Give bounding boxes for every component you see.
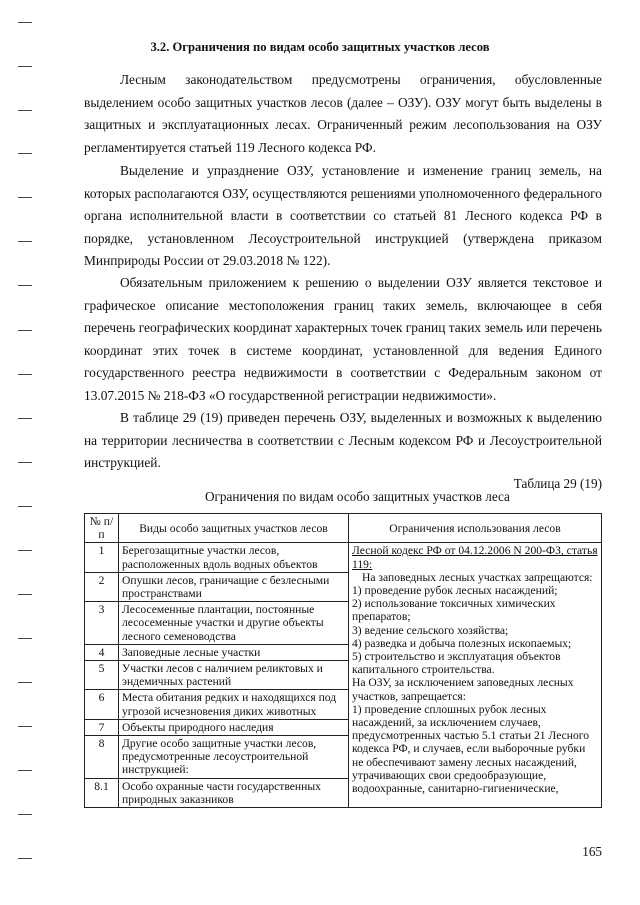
margin-mark (18, 770, 32, 771)
row-type: Лесосеменные плантации, постоянные лесосеменные участки и другие объекты лесного семеноводства (119, 602, 349, 645)
restriction-item: 1) проведение рубок лесных насаждений; (352, 584, 558, 598)
margin-mark (18, 285, 32, 286)
paragraph-mandatory-annex: Обязательным приложением к решению о выделении ОЗУ является текстовое и графическое описание местоположения границ таких земель, включающее в себя перечень географических координат характерных точек границ таких земель или перечень координат этих точек в системе координат, установленной для ведения Единого государственного реестра недвижимости в соответствии с Федеральным законом от 13.07.2015 № 218-ФЗ «О государственной регистрации недвижимости». (84, 275, 602, 403)
margin-mark (18, 330, 32, 331)
section-heading: 3.2. Ограничения по видам особо защитных участков лесов (150, 40, 490, 54)
margin-mark (18, 638, 32, 639)
restrictions-table (84, 513, 602, 808)
paragraph-table-reference: В таблице 29 (19) приведен перечень ОЗУ, выделенных и возможных к выделению на территории лесничества в соответствии с Лесным кодексом РФ и Лесоустроительной инструкцией. (84, 410, 602, 470)
restrictions-intro: На заповедных лесных участках запрещаются: (362, 570, 593, 584)
row-type: Особо охранные части государственных природных заказников (119, 778, 349, 807)
row-num: 3 (85, 602, 119, 645)
margin-mark (18, 814, 32, 815)
margin-mark (18, 110, 32, 111)
margin-mark (18, 374, 32, 375)
header-type: Виды особо защитных участков лесов (119, 514, 349, 543)
table-caption: Таблица 29 (19) (513, 476, 602, 491)
header-restrictions: Ограничения использования лесов (349, 514, 602, 543)
header-num: № п/п (85, 514, 119, 543)
restriction-item: 1) проведение сплошных рубок лесных насаждений, за исключением случаев, предусмотренных частью 5.1 статьи 21 Лесного кодекса РФ, и случаев, если выборочные рубки не обеспечивают замену лесных насаждений, утрачивающих свои средообразующие, водоохранные, санитарно-гигиенические, (352, 702, 590, 796)
margin-mark (18, 418, 32, 419)
margin-mark (18, 462, 32, 463)
margin-mark (18, 66, 32, 67)
restrictions-intro-ozu: На ОЗУ, за исключением заповедных лесных участков, запрещается: (352, 676, 574, 703)
margin-mark (18, 594, 32, 595)
row-num: 7 (85, 719, 119, 735)
row-type: Объекты природного наследия (119, 719, 349, 735)
row-num: 6 (85, 690, 119, 719)
row-type: Другие особо защитные участки лесов, предусмотренные лесоустроительной инструкцией: (119, 736, 349, 779)
table-header-row (85, 514, 602, 543)
margin-mark (18, 550, 32, 551)
margin-mark (18, 858, 32, 859)
table-title: Ограничения по видам особо защитных участков леса (205, 489, 510, 504)
restrictions-cell (349, 543, 602, 808)
paragraph-allocation: Выделение и упразднение ОЗУ, установление и изменение границ земель, на которых располагаются ОЗУ, осуществляются решениями уполномоченного федерального органа исполнительной власти в соответствии со статьей 81 Лесного кодекса РФ в порядке, установленном Лесоустроительной инструкцией (утверждена приказом Минприроды России от 29.03.2018 № 122). (84, 163, 602, 268)
row-type: Места обитания редких и находящихся под угрозой исчезновения диких животных (119, 690, 349, 719)
margin-mark (18, 726, 32, 727)
paragraph-intro: Лесным законодательством предусмотрены ограничения, обусловленные выделением особо защитных участков лесов (далее – ОЗУ). ОЗУ могут быть выделены в защитных и эксплуатационных лесах. Ограниченный режим лесопользования на ОЗУ регламентируется статьей 119 Лесного кодекса РФ. (84, 72, 602, 155)
table-row (85, 543, 602, 572)
page-number: 165 (582, 844, 602, 859)
row-num: 5 (85, 661, 119, 690)
row-type: Участки лесов с наличием реликтовых и эндемичных растений (119, 661, 349, 690)
margin-mark (18, 682, 32, 683)
row-num: 1 (85, 543, 119, 572)
margin-mark (18, 197, 32, 198)
margin-mark (18, 153, 32, 154)
margin-mark (18, 241, 32, 242)
restriction-item: 2) использование токсичных химических препаратов; (352, 597, 556, 624)
row-num: 4 (85, 644, 119, 660)
row-type: Заповедные лесные участки (119, 644, 349, 660)
row-num: 8 (85, 736, 119, 779)
margin-mark (18, 22, 32, 23)
restriction-item: 5) строительство и эксплуатация объектов капитального строительства. (352, 650, 561, 677)
row-type: Берегозащитные участки лесов, расположенных вдоль водных объектов (119, 543, 349, 572)
margin-mark (18, 506, 32, 507)
restrictions-source: Лесной кодекс РФ от 04.12.2006 N 200-ФЗ, статья 119: (352, 544, 598, 571)
restriction-item: 4) разведка и добыча полезных ископаемых; (352, 636, 572, 650)
restriction-item: 3) ведение сельского хозяйства; (352, 623, 509, 637)
row-num: 8.1 (85, 778, 119, 807)
row-num: 2 (85, 572, 119, 601)
row-type: Опушки лесов, граничащие с безлесными пространствами (119, 572, 349, 601)
